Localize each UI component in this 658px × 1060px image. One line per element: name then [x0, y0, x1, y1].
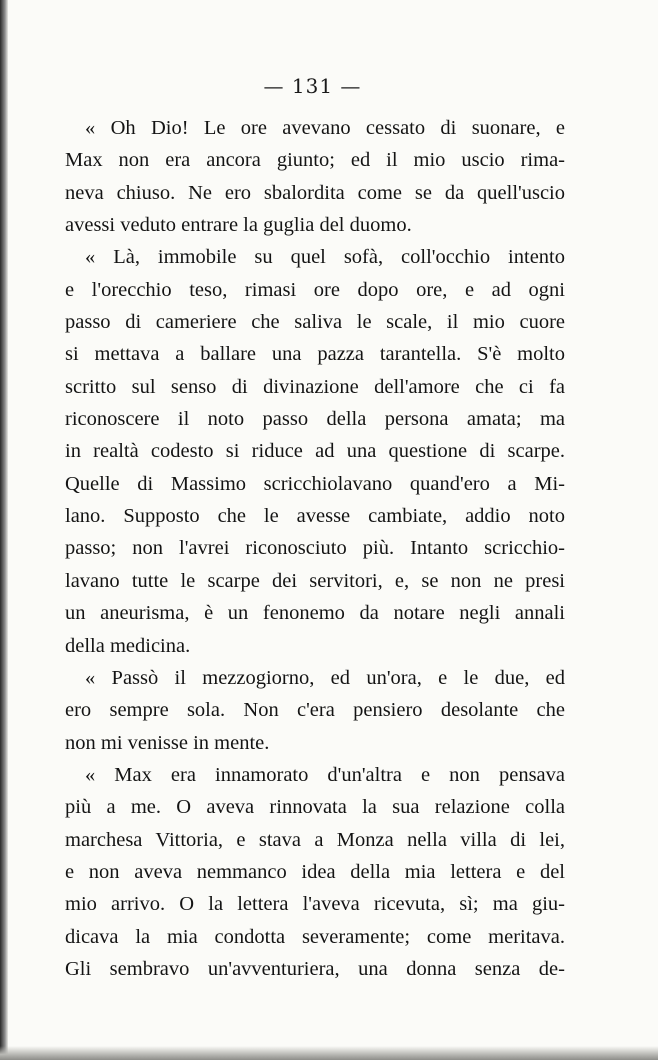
text-line: e l'orecchio teso, rimasi ore dopo ore, e ad ogni [65, 278, 565, 301]
text-line: mio arrivo. O la lettera l'aveva ricevuta, sì; ma giu- [65, 893, 565, 916]
text-line: Quelle di Massimo scricchiolavano quand'ero a Mi- [65, 472, 565, 495]
text-line: riconoscere il noto passo della persona amata; ma [65, 408, 565, 431]
text-line: « Passò il mezzogiorno, ed un'ora, e le due, ed [85, 666, 565, 689]
text-line: in realtà codesto si riduce ad una questione di scarpe. [65, 440, 565, 463]
body-text [65, 112, 565, 985]
text-line: lano. Supposto che le avesse cambiate, addio noto [65, 505, 565, 528]
text-line: lavano tutte le scarpe dei servitori, e, se non ne presi [65, 569, 565, 592]
scan-edge-bottom [0, 1046, 658, 1060]
text-line: più a me. O aveva rinnovata la sua relazione colla [65, 796, 565, 819]
text-line: « Là, immobile su quel sofà, coll'occhio intento [85, 246, 565, 269]
scan-edge-left [0, 0, 8, 1060]
text-line: passo di cameriere che saliva le scale, il mio cuore [65, 311, 565, 334]
text-line: passo; non l'avrei riconosciuto più. Intanto scricchio- [65, 537, 565, 560]
page-number: — 131 — [263, 74, 362, 98]
text-line: ero sempre sola. Non c'era pensiero desolante che [65, 699, 565, 722]
text-line: Gli sembravo un'avventuriera, una donna senza de- [65, 957, 565, 980]
text-line: neva chiuso. Ne ero sbalordita come se da quell'uscio [65, 181, 565, 204]
text-line: avessi veduto entrare la guglia del duomo. [65, 214, 412, 237]
text-line: Max non era ancora giunto; ed il mio uscio rima- [65, 149, 565, 172]
text-line: un aneurisma, è un fenonemo da notare negli annali [65, 602, 565, 625]
text-line: e non aveva nemmanco idea della mia lettera e del [65, 860, 565, 883]
text-line: dicava la mia condotta severamente; come meritava. [65, 925, 565, 948]
text-line: « Max era innamorato d'un'altra e non pensava [85, 763, 565, 786]
text-line: della medicina. [65, 634, 191, 657]
text-line: « Oh Dio! Le ore avevano cessato di suonare, e [85, 117, 565, 139]
text-line: si mettava a ballare una pazza tarantella. S'è molto [65, 343, 565, 366]
text-line: non mi venisse in mente. [65, 731, 270, 754]
text-line: scritto sul senso di divinazione dell'amore che ci fa [65, 375, 565, 398]
text-line: marchesa Vittoria, e stava a Monza nella villa di lei, [65, 828, 565, 851]
